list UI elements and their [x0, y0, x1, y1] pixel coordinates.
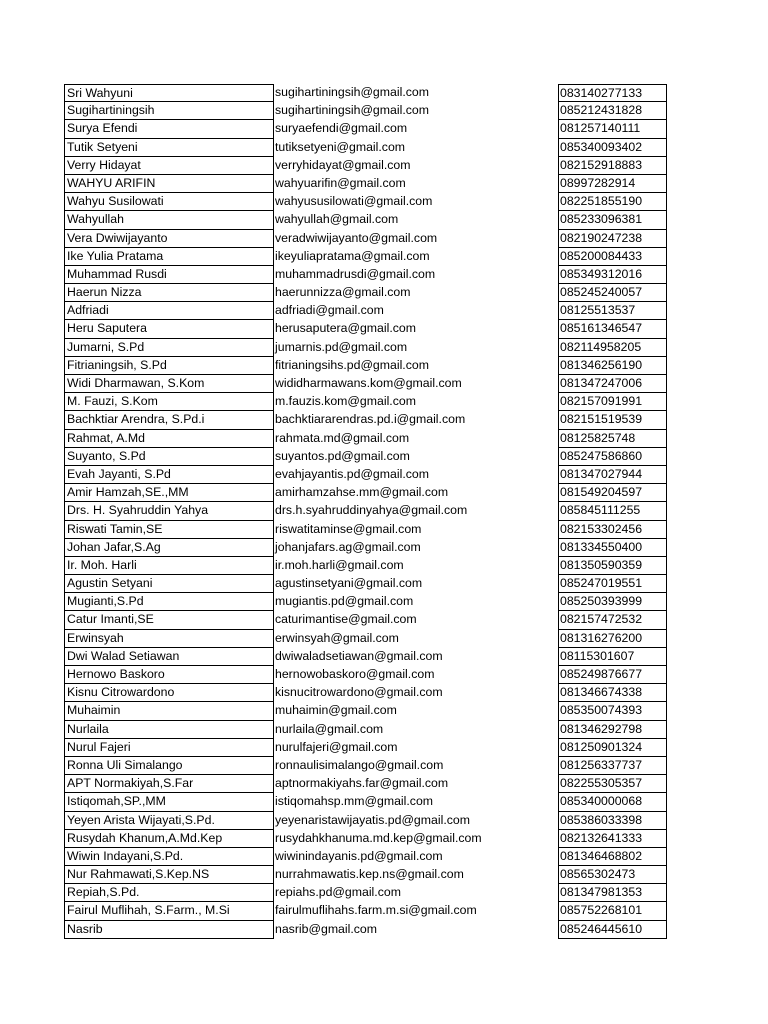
email-cell[interactable]: nurulfajeri@gmail.com [275, 739, 398, 754]
table-row [0, 357, 768, 375]
name-cell[interactable]: Yeyen Arista Wijayati,S.Pd. [64, 812, 274, 830]
table-row [0, 702, 768, 720]
table-row [0, 521, 768, 539]
table-row [0, 866, 768, 884]
contact-table [0, 84, 768, 939]
table-row [0, 812, 768, 830]
table-row [0, 139, 768, 157]
table-row [0, 666, 768, 684]
phone-cell[interactable]: 081347981353 [558, 884, 667, 902]
email-cell[interactable]: m.fauzis.kom@gmail.com [275, 394, 416, 409]
name-cell[interactable]: Istiqomah,SP.,MM [64, 793, 274, 811]
email-cell[interactable]: jumarnis.pd@gmail.com [275, 339, 408, 354]
phone-cell[interactable]: 085845111255 [558, 502, 667, 520]
phone-cell[interactable]: 082153302456 [558, 521, 667, 539]
table-row [0, 630, 768, 648]
email-cell[interactable]: hernowobaskoro@gmail.com [275, 667, 435, 681]
phone-cell[interactable]: 082255305357 [558, 775, 667, 793]
name-cell[interactable]: Hernowo Baskoro [64, 666, 274, 684]
email-cell[interactable]: veradwiwijayanto@gmail.com [275, 230, 438, 245]
email-cell[interactable]: sugihartiningsih@gmail.com [275, 103, 429, 118]
table-row [0, 320, 768, 338]
table-row [0, 775, 768, 793]
name-cell[interactable]: Adfriadi [64, 302, 274, 320]
table-row [0, 157, 768, 175]
table-row [0, 302, 768, 320]
email-cell[interactable]: adfriadi@gmail.com [275, 303, 384, 318]
email-cell[interactable]: wiwinindayanis.pd@gmail.com [275, 848, 443, 863]
phone-cell[interactable]: 081549204597 [558, 484, 667, 502]
name-cell[interactable]: Rahmat, A.Md [64, 430, 274, 448]
name-cell[interactable]: Wahyullah [64, 211, 274, 229]
name-cell[interactable]: Nasrib [64, 921, 274, 939]
phone-cell[interactable]: 085350074393 [558, 702, 667, 720]
phone-cell[interactable]: 081334550400 [558, 539, 667, 557]
email-cell[interactable]: ronnaulisimalango@gmail.com [275, 757, 444, 772]
name-cell[interactable]: Amir Hamzah,SE.,MM [64, 484, 274, 502]
phone-cell[interactable]: 085340093402 [558, 139, 667, 157]
table-row [0, 684, 768, 702]
table-row [0, 793, 768, 811]
email-cell[interactable]: ikeyuliapratama@gmail.com [275, 248, 430, 263]
phone-cell[interactable]: 082190247238 [558, 230, 667, 248]
table-row [0, 902, 768, 920]
table-row [0, 230, 768, 248]
name-cell[interactable]: Bachktiar Arendra, S.Pd.i [64, 411, 274, 429]
table-row [0, 593, 768, 611]
name-cell[interactable]: Haerun Nizza [64, 284, 274, 302]
phone-cell[interactable]: 081316276200 [558, 630, 667, 648]
name-cell[interactable]: Johan Jafar,S.Ag [64, 539, 274, 557]
email-cell[interactable]: dwiwaladsetiawan@gmail.com [275, 648, 443, 663]
name-cell[interactable]: WAHYU ARIFIN [64, 175, 274, 193]
email-cell[interactable]: suryaefendi@gmail.com [275, 121, 408, 136]
phone-cell[interactable]: 085212431828 [558, 102, 667, 120]
table-row [0, 411, 768, 429]
email-cell[interactable]: verryhidayat@gmail.com [275, 157, 411, 172]
table-row [0, 575, 768, 593]
phone-cell[interactable]: 081350590359 [558, 557, 667, 575]
email-cell[interactable]: wahyullah@gmail.com [275, 212, 399, 227]
email-cell[interactable]: muhammadrusdi@gmail.com [275, 266, 436, 281]
phone-cell[interactable]: 081256337737 [558, 757, 667, 775]
name-cell[interactable]: Wahyu Susilowati [64, 193, 274, 211]
email-cell[interactable]: johanjafars.ag@gmail.com [275, 539, 421, 554]
email-cell[interactable]: fairulmuflihahs.farm.m.si@gmail.com [275, 903, 477, 918]
phone-cell[interactable]: 081347247006 [558, 375, 667, 393]
email-cell[interactable]: bachktiararendras.pd.i@gmail.com [275, 412, 466, 427]
phone-cell[interactable]: 081346292798 [558, 721, 667, 739]
email-cell[interactable]: rahmata.md@gmail.com [275, 430, 410, 445]
table-row [0, 84, 768, 102]
name-cell[interactable]: Surya Efendi [64, 120, 274, 138]
email-cell[interactable]: fitrianingsihs.pd@gmail.com [275, 357, 429, 372]
phone-cell[interactable]: 085250393999 [558, 593, 667, 611]
phone-cell[interactable]: 081250901324 [558, 739, 667, 757]
table-row [0, 721, 768, 739]
phone-cell[interactable]: 082251855190 [558, 193, 667, 211]
table-row [0, 557, 768, 575]
name-cell[interactable]: Suyanto, S.Pd [64, 448, 274, 466]
name-cell[interactable]: Ike Yulia Pratama [64, 248, 274, 266]
phone-cell[interactable]: 085200084433 [558, 248, 667, 266]
table-row [0, 393, 768, 411]
email-cell[interactable]: aptnormakiyahs.far@gmail.com [275, 776, 449, 791]
name-cell[interactable]: Nur Rahmawati,S.Kep.NS [64, 866, 274, 884]
name-cell[interactable]: Vera Dwiwijayanto [64, 230, 274, 248]
email-cell[interactable]: nurrahmawatis.kep.ns@gmail.com [275, 867, 464, 882]
phone-cell[interactable]: 082152918883 [558, 157, 667, 175]
table-row [0, 921, 768, 939]
table-row [0, 430, 768, 448]
phone-cell[interactable]: 08125513537 [558, 302, 667, 320]
table-row [0, 757, 768, 775]
table-row [0, 848, 768, 866]
name-cell[interactable]: Riswati Tamin,SE [64, 521, 274, 539]
table-row [0, 120, 768, 138]
table-row [0, 284, 768, 302]
table-row [0, 611, 768, 629]
table-row [0, 539, 768, 557]
phone-cell[interactable]: 08565302473 [558, 866, 667, 884]
name-cell[interactable]: M. Fauzi, S.Kom [64, 393, 274, 411]
table-row [0, 211, 768, 229]
name-cell[interactable]: Sugihartiningsih [64, 102, 274, 120]
name-cell[interactable]: Heru Saputera [64, 320, 274, 338]
table-row [0, 484, 768, 502]
email-cell[interactable]: suyantos.pd@gmail.com [275, 448, 410, 463]
table-row [0, 448, 768, 466]
phone-cell[interactable]: 085349312016 [558, 266, 667, 284]
name-cell[interactable]: Erwinsyah [64, 630, 274, 648]
name-cell[interactable]: Sri Wahyuni [64, 84, 274, 102]
table-row [0, 339, 768, 357]
name-cell[interactable]: Wiwin Indayani,S.Pd. [64, 848, 274, 866]
phone-cell[interactable]: 085161346547 [558, 320, 667, 338]
email-cell[interactable]: sugihartiningsih@gmail.com [275, 85, 429, 99]
phone-cell[interactable]: 082157472532 [558, 611, 667, 629]
email-cell[interactable]: nasrib@gmail.com [275, 921, 378, 936]
table-row [0, 648, 768, 666]
name-cell[interactable]: Fitrianingsih, S.Pd [64, 357, 274, 375]
email-cell[interactable]: kisnucitrowardono@gmail.com [275, 685, 443, 700]
email-cell[interactable]: wididharmawans.kom@gmail.com [275, 376, 462, 390]
table-row [0, 830, 768, 848]
name-cell[interactable]: Nurlaila [64, 721, 274, 739]
table-row [0, 884, 768, 902]
phone-cell[interactable]: 085245240057 [558, 284, 667, 302]
table-row [0, 248, 768, 266]
email-cell[interactable]: riswatitaminse@gmail.com [275, 521, 422, 536]
phone-cell[interactable]: 081347027944 [558, 466, 667, 484]
email-cell[interactable]: erwinsyah@gmail.com [275, 630, 399, 645]
phone-cell[interactable]: 085233096381 [558, 211, 667, 229]
table-row [0, 502, 768, 520]
name-cell[interactable]: Repiah,S.Pd. [64, 884, 274, 902]
phone-cell[interactable]: 081257140111 [558, 120, 667, 138]
name-cell[interactable]: Muhammad Rusdi [64, 266, 274, 284]
name-cell[interactable]: Agustin Setyani [64, 575, 274, 593]
phone-cell[interactable]: 085249876677 [558, 666, 667, 684]
email-cell[interactable]: herusaputera@gmail.com [275, 321, 416, 336]
email-cell[interactable]: ir.moh.harli@gmail.com [275, 557, 404, 572]
email-cell[interactable]: haerunnizza@gmail.com [275, 285, 411, 300]
email-cell[interactable]: mugiantis.pd@gmail.com [275, 594, 414, 609]
email-cell[interactable]: repiahs.pd@gmail.com [275, 885, 401, 900]
name-cell[interactable]: Tutik Setyeni [64, 139, 274, 157]
name-cell[interactable]: Catur Imanti,SE [64, 611, 274, 629]
email-cell[interactable]: istiqomahsp.mm@gmail.com [275, 794, 434, 809]
phone-cell[interactable]: 081346674338 [558, 684, 667, 702]
name-cell[interactable]: Evah Jayanti, S.Pd [64, 466, 274, 484]
phone-cell[interactable]: 08115301607 [558, 648, 667, 666]
phone-cell[interactable]: 082151519539 [558, 411, 667, 429]
phone-cell[interactable]: 082157091991 [558, 393, 667, 411]
name-cell[interactable]: APT Normakiyah,S.Far [64, 775, 274, 793]
email-cell[interactable]: rusydahkhanuma.md.kep@gmail.com [275, 830, 482, 845]
email-cell[interactable]: yeyenaristawijayatis.pd@gmail.com [275, 812, 470, 827]
phone-cell[interactable]: 083140277133 [558, 84, 667, 102]
name-cell[interactable]: Fairul Muflihah, S.Farm., M.Si [64, 902, 274, 920]
table-row [0, 739, 768, 757]
phone-cell[interactable]: 082132641333 [558, 830, 667, 848]
name-cell[interactable]: Mugianti,S.Pd [64, 593, 274, 611]
table-row [0, 193, 768, 211]
table-row [0, 266, 768, 284]
email-cell[interactable]: drs.h.syahruddinyahya@gmail.com [275, 503, 468, 518]
name-cell[interactable]: Jumarni, S.Pd [64, 339, 274, 357]
name-cell[interactable]: Drs. H. Syahruddin Yahya [64, 502, 274, 520]
phone-cell[interactable]: 085340000068 [558, 793, 667, 811]
email-cell[interactable]: caturimantise@gmail.com [275, 612, 417, 627]
email-cell[interactable]: wahyususilowati@gmail.com [275, 194, 433, 209]
name-cell[interactable]: Muhaimin [64, 702, 274, 720]
name-cell[interactable]: Kisnu Citrowardono [64, 684, 274, 702]
table-row [0, 466, 768, 484]
phone-cell[interactable]: 085246445610 [558, 921, 667, 939]
email-cell[interactable]: muhaimin@gmail.com [275, 703, 397, 718]
phone-cell[interactable]: 08125825748 [558, 430, 667, 448]
email-cell[interactable]: nurlaila@gmail.com [275, 721, 384, 736]
email-cell[interactable]: wahyuarifin@gmail.com [275, 175, 406, 190]
phone-cell[interactable]: 08997282914 [558, 175, 667, 193]
email-cell[interactable]: agustinsetyani@gmail.com [275, 576, 423, 591]
table-row [0, 375, 768, 393]
phone-cell[interactable]: 081346256190 [558, 357, 667, 375]
phone-cell[interactable]: 085247586860 [558, 448, 667, 466]
name-cell[interactable]: Ir. Moh. Harli [64, 557, 274, 575]
name-cell[interactable]: Dwi Walad Setiawan [64, 648, 274, 666]
phone-cell[interactable]: 082114958205 [558, 339, 667, 357]
name-cell[interactable]: Rusydah Khanum,A.Md.Kep [64, 830, 274, 848]
phone-cell[interactable]: 085247019551 [558, 575, 667, 593]
table-row [0, 175, 768, 193]
phone-cell[interactable]: 085386033398 [558, 812, 667, 830]
email-cell[interactable]: evahjayantis.pd@gmail.com [275, 466, 429, 481]
email-cell[interactable]: amirhamzahse.mm@gmail.com [275, 485, 449, 500]
phone-cell[interactable]: 081346468802 [558, 848, 667, 866]
name-cell[interactable]: Widi Dharmawan, S.Kom [64, 375, 274, 393]
email-cell[interactable]: tutiksetyeni@gmail.com [275, 139, 406, 154]
name-cell[interactable]: Nurul Fajeri [64, 739, 274, 757]
phone-cell[interactable]: 085752268101 [558, 902, 667, 920]
name-cell[interactable]: Ronna Uli Simalango [64, 757, 274, 775]
name-cell[interactable]: Verry Hidayat [64, 157, 274, 175]
table-row [0, 102, 768, 120]
